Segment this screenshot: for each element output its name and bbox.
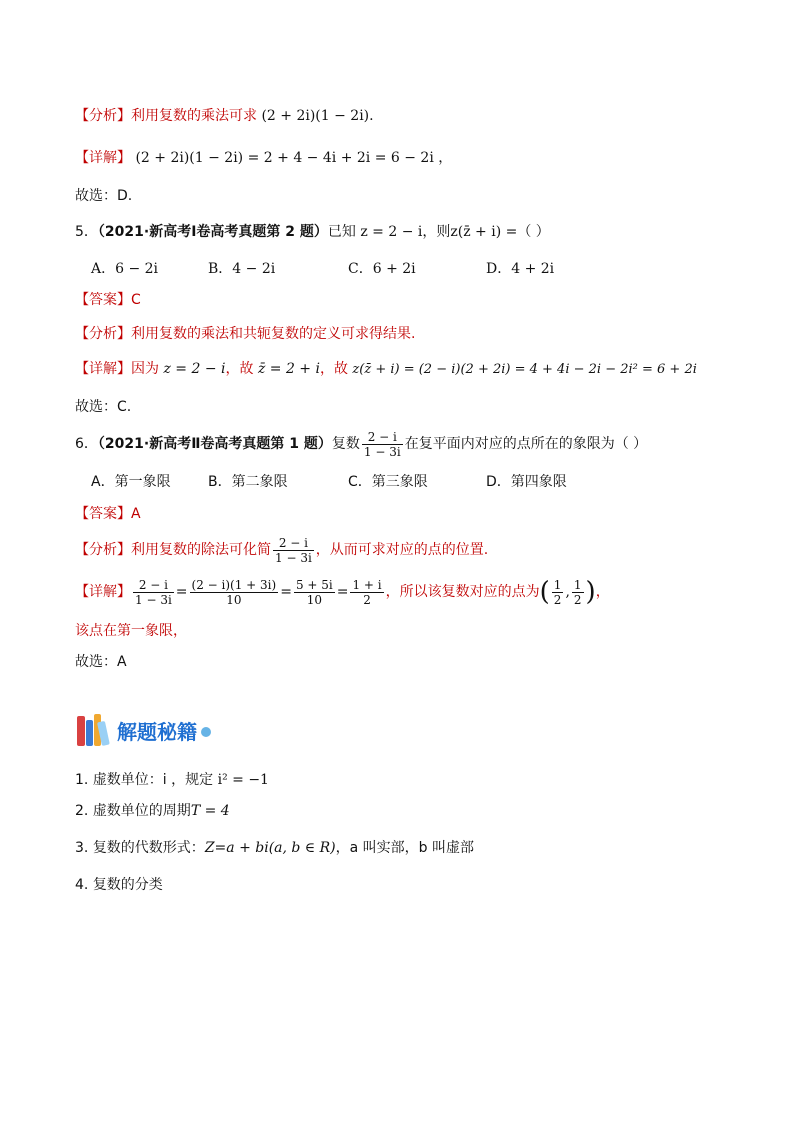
point-y-fraction [572,578,584,607]
analysis-b: ，从而可求对应的点的位置. [315,542,489,558]
item-math: i² = −1 [217,772,269,788]
q6-option-a: A．第一象限 [91,474,171,490]
answer-value: A [131,506,141,522]
q5-number: 5． [75,224,98,240]
q5-option-d: D．4 + 2i [486,261,555,277]
q6-stem-fraction [362,430,403,459]
q6-analysis-line [75,532,488,568]
item-text: 复数的代数形式： [92,840,205,856]
fraction-denominator: 1 − 3i [363,444,401,459]
analysis-fraction [273,536,314,565]
q4-detail-line [75,148,452,168]
answer-value: C [131,292,141,308]
equals-sign: = [280,584,292,600]
detail-tag: 【详解】 [75,361,131,377]
q6-conclusion: 故选：A [75,654,127,670]
q5-detail-line [75,359,697,380]
q6-detail-line-2: 该点在第一象限， [75,623,187,639]
item-number: 4. [75,877,89,893]
tips-item-1 [75,770,269,790]
fraction-denominator: 1 − 3i [275,550,312,565]
analysis-math: (2 + 2i)(1 − 2i). [261,108,374,124]
detail-fraction-3 [294,578,335,607]
answer-tag: 【答案】 [75,292,131,308]
detail-c: ，故 [319,361,348,377]
analysis-text: 利用复数的乘法和共轭复数的定义可求得结果. [131,326,416,342]
right-paren: ) [585,577,596,607]
left-paren: ( [539,577,550,607]
detail-mid: ，所以该复数对应的点为 [385,584,540,600]
detail-end: ， [595,584,610,600]
item-math: Z=a + bi(a, b ∈ R) [204,840,336,856]
q6-answer-line [75,504,141,524]
item-number: 3. [75,840,89,856]
item-number: 2. [75,803,89,819]
fraction-denominator: 2 [573,592,582,607]
fraction-numerator: 1 + i [352,577,382,592]
analysis-tag: 【分析】 [75,542,131,558]
title-dot-icon [201,727,211,737]
books-icon [75,714,113,746]
q5-option-a: A．6 − 2i [91,261,159,277]
detail-b: ，故 [225,361,254,377]
fraction-denominator: 1 − 3i [135,592,172,607]
q5-stem-math1: z = 2 − i [360,224,423,240]
detail-a: 因为 [131,361,159,377]
analysis-a: 利用复数的除法可化简 [131,542,271,558]
item-text: 虚数单位的周期 [92,803,191,819]
detail-fraction-4 [350,578,383,607]
detail-tag: 【详解】 [75,150,131,166]
fraction-numerator: (2 − i)(1 + 3i) [191,577,277,592]
detail-math3: z(z̄ + i) = (2 − i)(2 + 2i) = 4 + 4i − 2i − 2i² = 6 + 2i [352,362,697,377]
fraction-denominator: 2 [363,592,371,607]
detail-math2: z̄ = 2 + i [257,361,320,377]
tips-section-header [75,712,211,748]
tips-title: 解题秘籍 [117,719,197,744]
detail-tag: 【详解】 [75,584,131,600]
detail-fraction-2 [190,578,279,607]
tips-item-3 [75,838,474,858]
fraction-numerator: 1 [553,577,562,592]
q6-stem-b: 在复平面内对应的点所在的象限为（ ） [404,436,648,452]
detail-math1: z = 2 − i [163,361,226,377]
fraction-numerator: 2 − i [362,430,403,445]
answer-tag: 【答案】 [75,506,131,522]
fraction-numerator: 2 − i [273,536,314,551]
q5-stem [75,222,550,242]
detail-math: (2 + 2i)(1 − 2i) = 2 + 4 − 4i + 2i = 6 − 2i ， [135,150,453,166]
fraction-denominator: 10 [226,592,242,607]
fraction-numerator: 1 [573,577,582,592]
fraction-denominator: 2 [553,592,562,607]
comma: , [565,584,570,600]
analysis-text: 利用复数的乘法可求 [131,108,257,124]
q4-analysis-line [75,106,374,126]
fraction-numerator: 5 + 5i [295,577,333,592]
q6-stem [75,426,647,462]
equals-sign: = [175,584,188,600]
analysis-tag: 【分析】 [75,108,131,124]
q4-conclusion: 故选：D. [75,188,133,204]
item-math: T = 4 [190,803,230,819]
equals-sign: = [336,584,349,600]
tips-item-4 [75,875,163,895]
point-x-fraction [552,578,564,607]
q5-option-b: B．4 − 2i [208,261,276,277]
q5-analysis-line [75,324,415,344]
q6-option-b: B．第二象限 [208,474,288,490]
q6-source: （2021·新高考Ⅱ卷高考真题第 1 题） [97,436,332,452]
q5-stem-math2: z(z̄ + i) = [450,224,518,240]
item-text: 复数的分类 [92,877,163,893]
analysis-tag: 【分析】 [75,326,131,342]
fraction-numerator: 2 − i [133,578,174,593]
q5-option-c: C．6 + 2i [348,261,416,277]
q5-stem-c: （ ） [517,224,550,240]
item-number: 1. [75,772,89,788]
q6-stem-a: 复数 [331,436,360,452]
item-text: 虚数单位：i ，规定 [92,772,214,788]
fraction-denominator: 10 [306,592,322,607]
q6-number: 6． [75,436,98,452]
q6-detail-line [75,574,610,610]
q5-stem-b: ，则 [422,224,451,240]
q5-source: （2021·新高考Ⅰ卷高考真题第 2 题） [97,224,328,240]
q5-answer-line [75,290,141,310]
q5-stem-a: 已知 [327,224,356,240]
q5-conclusion: 故选：C. [75,399,132,415]
q6-option-d: D．第四象限 [486,474,567,490]
tips-item-2 [75,801,230,821]
q6-option-c: C．第三象限 [348,474,428,490]
detail-fraction-1 [133,578,174,607]
item-tail: ，a 叫实部，b 叫虚部 [335,840,474,856]
